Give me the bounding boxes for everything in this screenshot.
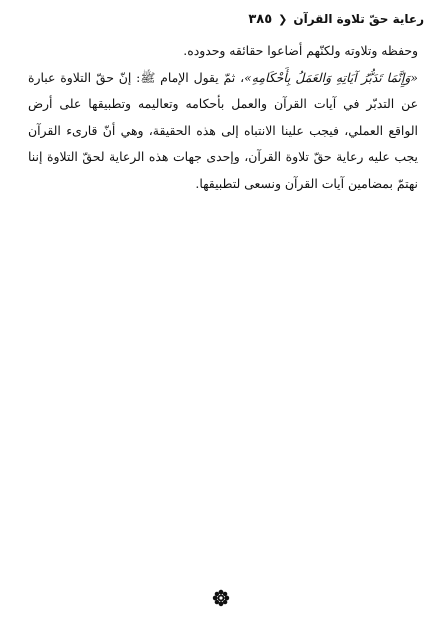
quran-quote: «وَإِنَّمَا تَدَبُّرُ آيَاتِهِ وَالعَمَلُ بِأَحْكَامِهِ»	[244, 69, 418, 85]
chevron-left-icon: ❮	[278, 12, 288, 26]
paragraph-2-text: ، ثمّ يقول الإمام ﷺ: إنّ حقّ التلاوة عبارة عن التدبّر في آيات القرآن والعمل بأحكامه وتعاليمه وتطبيقها على أرض الواقع العملي، فيجب علينا الانتباه إلى هذه الحقيقة، وهي أنّ قارىء القرآن يجب عليه رعاية حقّ تلاوة القرآن، وإحدى جهات هذه الرعاية لحقّ التلاوة إننا نهتمّ بمضامين آيات القرآن ونسعى لتطبيقها.	[28, 69, 418, 191]
page-body	[28, 38, 418, 197]
page-number: ٣٨٥	[248, 11, 273, 27]
header-title: رعاية حقّ تلاوة القرآن	[293, 12, 424, 26]
rosette-ornament-icon	[212, 589, 230, 607]
paragraph-1: وحفظه وتلاوته ولكنّهم أضاعوا حقائقه وحدوده.	[183, 43, 418, 58]
paragraph-2	[28, 65, 418, 198]
running-header	[18, 8, 424, 30]
